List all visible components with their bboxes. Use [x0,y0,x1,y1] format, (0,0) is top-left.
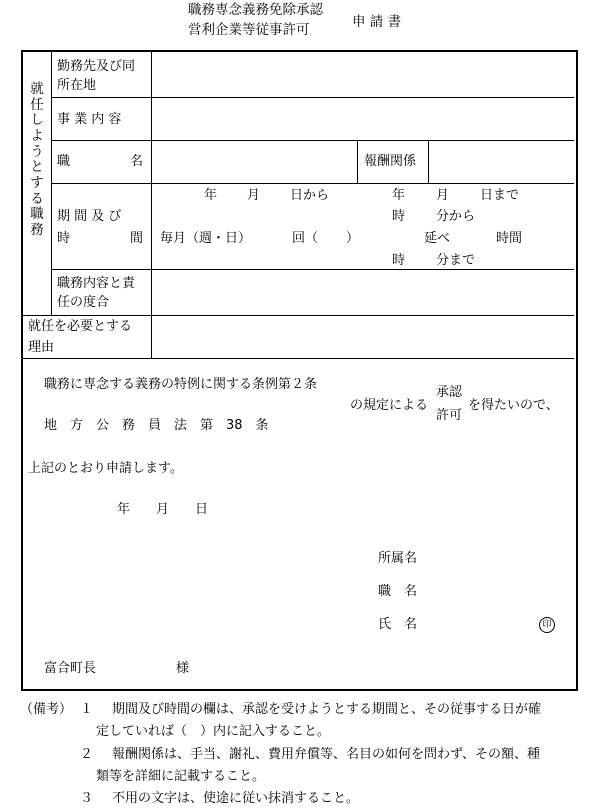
request-sentence: 上記のとおり申請します。 [28,461,183,476]
period-time-hour: 時 [392,209,406,224]
row-line [23,358,574,359]
period-day-from: 日から [290,188,330,203]
title-line-1: 職務専念義務免除承認 [188,2,323,18]
period-monthly: 毎月（週・日） [160,231,252,246]
period-year: 年 [204,188,218,203]
column-line [151,52,152,358]
affiliation-label: 所属名 [378,551,418,566]
title-line-2: 営利企業等従事許可 [188,22,310,38]
duty-vertical-label: 就任しようとする職務 [30,81,44,238]
note-2-continued: 類等を詳細に記載すること。 [96,769,266,784]
body-line-b: 地 方 公 務 員 法 第 38 条 [44,418,269,433]
period-total: 延べ [424,231,451,246]
workplace-label-1: 勤務先及び同 [57,59,136,74]
period-label-1: 期 間 及 び [57,209,122,224]
row-line [51,269,574,270]
period-month-2: 月 [436,188,450,203]
column-line [357,140,358,183]
note-1-text: 期間及び時間の欄は、承認を受けようとする期間と、その従事する日が確 [112,702,542,717]
form-frame [21,50,578,691]
position-label-b: 名 [130,154,144,169]
reason-label-1: 就任を必要とする [28,319,133,334]
applicant-position-label: 職 名 [378,584,418,599]
body-option-permission: 許可 [436,408,463,423]
row-line [51,140,574,141]
duty-label-1: 職務内容と責 [57,276,136,291]
addressee: 富合町長 [44,661,97,676]
note-1-continued: 定していれば（ ）内に記入すること。 [96,724,331,739]
addressee-honorific: 様 [176,661,190,676]
body-connector: の規定による [350,398,429,413]
workplace-label-2: 所在地 [57,78,97,93]
note-1-number: １ [80,702,94,717]
row-line [51,183,574,184]
applicant-name-label: 氏 名 [378,617,418,632]
business-label: 事 業 内 容 [57,112,122,127]
row-line [23,315,574,316]
note-3-text: 不用の文字は、使途に従い抹消すること。 [112,791,360,806]
row-line [51,97,574,98]
title-suffix: 申 請 書 [352,14,402,30]
notes-prefix: （備考） [20,702,73,717]
duty-label-2: 任の度合 [57,295,110,310]
body-suffix: を得たいので、 [468,398,559,413]
column-line [428,140,429,183]
body-line-a: 職務に専念する義務の特例に関する条例第２条 [44,377,318,392]
reason-label-2: 理由 [28,340,55,355]
position-label-a: 職 [57,154,71,169]
note-2-number: ２ [80,747,94,762]
application-date: 年 月 日 [117,502,209,517]
remuneration-label: 報酬関係 [364,154,417,169]
period-label-2b: 間 [130,231,144,246]
seal-mark: 印 [539,617,555,633]
note-2-text: 報酬関係は、手当、謝礼、費用弁償等、名目の如何を問わず、その額、種 [112,747,540,762]
period-times: 回（ [292,231,319,246]
column-line [51,52,52,315]
period-month: 月 [247,188,261,203]
period-day-to: 日まで [480,188,520,203]
body-option-approval: 承認 [436,385,463,400]
period-min-to: 分まで [436,253,476,268]
period-year-2: 年 [392,188,406,203]
period-times-close: ） [346,231,360,246]
period-label-2a: 時 [57,231,71,246]
period-min-from: 分から [436,209,476,224]
note-3-number: ３ [80,791,94,806]
period-time-hour-2: 時 [392,253,406,268]
period-hours: 時間 [496,231,523,246]
